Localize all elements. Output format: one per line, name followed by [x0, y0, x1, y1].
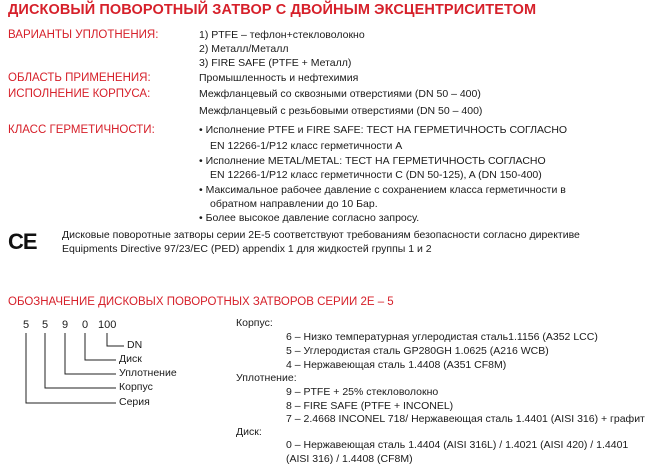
label-body: Корпус: [119, 381, 153, 393]
disc-heading: Диск:: [236, 426, 262, 438]
seal-item-7: 7 – 2.4668 INCONEL 718/ Нержавеющая сталь 1.4401 (AISI 316) + графит: [286, 413, 645, 425]
tightness-label: КЛАСС ГЕРМЕТИЧНОСТИ:: [8, 124, 155, 136]
seal-item-8: 8 – FIRE SAFE (PTFE + INCONEL): [286, 400, 454, 412]
ce-text-line-2: Equipments Directive 97/23/EC (PED) appendix 1 для жидкостей группы 1 и 2: [62, 243, 432, 255]
seal-item-9: 9 – PTFE + 25% стекловолокно: [286, 386, 439, 398]
body-version-label: ИСПОЛНЕНИЕ КОРПУСА:: [8, 88, 151, 100]
seal-option-2: 2) Металл/Металл: [199, 43, 289, 55]
seal-option-1: 1) PTFE – тефлон+стекловолокно: [199, 29, 365, 41]
code-digit-seal: 9: [62, 319, 69, 331]
label-dn: DN: [127, 339, 143, 351]
label-series: Серия: [119, 396, 150, 408]
tightness-line-5: • Максимальное рабочее давление с сохранением класса герметичности в: [199, 184, 566, 196]
page-title: ДИСКОВЫЙ ПОВОРОТНЫЙ ЗАТВОР С ДВОЙНЫМ ЭКСЦЕНТРИСИТЕТОМ: [8, 2, 537, 18]
body-heading: Корпус:: [236, 317, 273, 329]
tightness-line-3: • Исполнение METAL/METAL: ТЕСТ НА ГЕРМЕТИЧНОСТЬ СОГЛАСНО: [199, 155, 546, 167]
label-seal: Уплотнение: [119, 367, 177, 379]
tightness-line-2: EN 12266-1/P12 класс герметичности A: [210, 140, 403, 152]
code-dn: 100: [98, 319, 117, 331]
code-digit-body: 5: [42, 319, 49, 331]
code-digit-series: 5: [23, 319, 30, 331]
tightness-line-4: EN 12266-1/P12 класс герметичности C (DN 50-125), A (DN 150-400): [210, 169, 542, 181]
ce-text-line-1: Дисковые поворотные затворы серии 2E-5 соответствуют требованиям безопасности согласно директиве: [62, 229, 580, 241]
seal-heading: Уплотнение:: [236, 372, 297, 384]
application-value: Промышленность и нефтехимия: [199, 72, 359, 84]
body-item-5: 5 – Углеродистая сталь GP280GH 1.0625 (A216 WCB): [286, 345, 549, 357]
seal-options-label: ВАРИАНТЫ УПЛОТНЕНИЯ:: [8, 29, 159, 41]
seal-option-3: 3) FIRE SAFE (PTFE + Металл): [199, 57, 352, 69]
designation-heading: ОБОЗНАЧЕНИЕ ДИСКОВЫХ ПОВОРОТНЫХ ЗАТВОРОВ СЕРИИ 2E – 5: [8, 296, 394, 308]
body-version-1: Межфланцевый со сквозными отверстиями (DN 50 – 400): [199, 88, 481, 100]
tightness-line-6: обратном направлении до 10 Бар.: [210, 198, 378, 210]
tightness-line-7: • Более высокое давление согласно запросу.: [199, 212, 420, 224]
body-item-6: 6 – Низко температурная углеродистая сталь1.1156 (A352 LCC): [286, 331, 598, 343]
ce-mark-icon: CE: [8, 229, 37, 254]
body-item-4: 4 – Нержавеющая сталь 1.4408 (A351 CF8M): [286, 359, 507, 371]
label-disc: Диск: [119, 353, 142, 365]
code-digit-disc: 0: [82, 319, 89, 331]
tightness-line-1: • Исполнение PTFE и FIRE SAFE: ТЕСТ НА ГЕРМЕТИЧНОСТЬ СОГЛАСНО: [199, 124, 568, 136]
disc-item-0-cont: (AISI 316) / 1.4408 (CF8M): [286, 453, 413, 465]
application-label: ОБЛАСТЬ ПРИМЕНЕНИЯ:: [8, 72, 151, 84]
body-version-2: Межфланцевый с резьбовыми отверстиями (DN 50 – 400): [199, 105, 483, 117]
disc-item-0: 0 – Нержавеющая сталь 1.4404 (AISI 316L) / 1.4021 (AISI 420) / 1.4401: [286, 439, 629, 451]
